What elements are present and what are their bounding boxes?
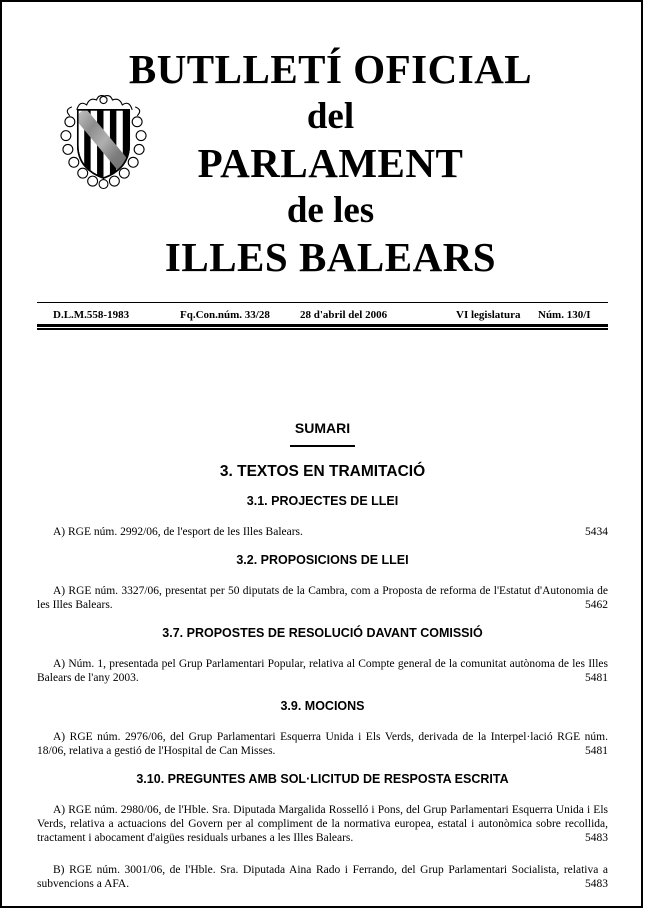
toc-entry-page: 5434 [579, 525, 608, 539]
issue-infobar-row [37, 309, 608, 322]
title-line: ILLES BALEARS [164, 234, 497, 280]
section-heading: 3. TEXTOS EN TRAMITACIÓ [219, 463, 426, 480]
toc-entry-text: A) Núm. 1, presentada pel Grup Parlamentari Popular, relativa al Compte general de la comunitat autònoma de les Illes Balears de l'any 2003. [37, 658, 608, 684]
infobar-thick-rule [37, 324, 608, 327]
issue-date: 28 d'abril del 2006 [300, 309, 388, 321]
title-line: del [306, 96, 355, 137]
infobar-thin-rule [37, 328, 608, 330]
registry-number: Fq.Con.núm. 33/28 [180, 309, 270, 321]
toc-entry-text: A) RGE núm. 2980/06, de l'Hble. Sra. Diputada Margalida Rosselló i Pons, del Grup Parlamentari Esquerra Unida i Els Verds, relativa a actuacions del Govern per al compliment de la normativa europea, estatal i autonòmica sobre recollida, tractament i abocament d'aigües residuals urbanes a les Illes Balears. [37, 804, 608, 844]
title-line: BUTLLETÍ OFICIAL [128, 46, 533, 92]
sumari-divider [290, 445, 355, 447]
toc-entry [37, 525, 608, 539]
toc-entry-text: A) RGE núm. 2976/06, del Grup Parlamentari Esquerra Unida i Els Verds, derivada de la Interpel·lació RGE núm. 18/06, relativa a gestió de l'Hospital de Can Misses. [37, 731, 608, 757]
toc-entry-text: A) RGE núm. 3327/06, presentat per 50 diputats de la Cambra, com a Proposta de reforma de l'Estatut d'Autonomia de les Illes Balears. [37, 585, 608, 611]
toc-entry-page: 5481 [579, 744, 608, 758]
toc-entry [37, 584, 608, 612]
title-line: PARLAMENT [197, 140, 464, 186]
toc-entry-page: 5481 [579, 671, 608, 685]
masthead [2, 2, 641, 283]
subsection-heading: 3.10. PREGUNTES AMB SOL·LICITUD DE RESPOSTA ESCRITA [136, 772, 509, 786]
subsection-heading: 3.2. PROPOSICIONS DE LLEI [236, 553, 409, 567]
issue-number: Núm. 130/I [538, 309, 591, 321]
subsection-heading: 3.7. PROPOSTES DE RESOLUCIÓ DAVANT COMISSIÓ [162, 626, 483, 640]
toc-entry [37, 730, 608, 758]
toc-entry-text: A) RGE núm. 2992/06, de l'esport de les Illes Balears. [53, 526, 303, 538]
toc-entry-text: B) RGE núm. 3001/06, de l'Hble. Sra. Diputada Aina Rado i Ferrando, del Grup Parlamentari Socialista, relativa a subvencions a AFA. [37, 864, 608, 890]
summary-content [37, 420, 608, 891]
sumari-heading: SUMARI [294, 420, 351, 436]
toc-entry-page: 5483 [579, 877, 608, 891]
toc-entry [37, 657, 608, 685]
toc-entry-page: 5483 [579, 831, 608, 845]
legal-deposit: D.L.M.558-1983 [53, 309, 130, 321]
legislature-label: VI legislatura [456, 309, 521, 321]
issue-infobar [37, 302, 608, 330]
toc-entry [37, 803, 608, 845]
subsection-heading: 3.9. MOCIONS [280, 699, 365, 713]
title-line: de les [286, 190, 375, 231]
subsection-heading: 3.1. PROJECTES DE LLEI [246, 494, 399, 508]
toc-entry-page: 5462 [579, 598, 608, 612]
toc-entry [37, 863, 608, 891]
coat-of-arms-icon [57, 94, 150, 191]
